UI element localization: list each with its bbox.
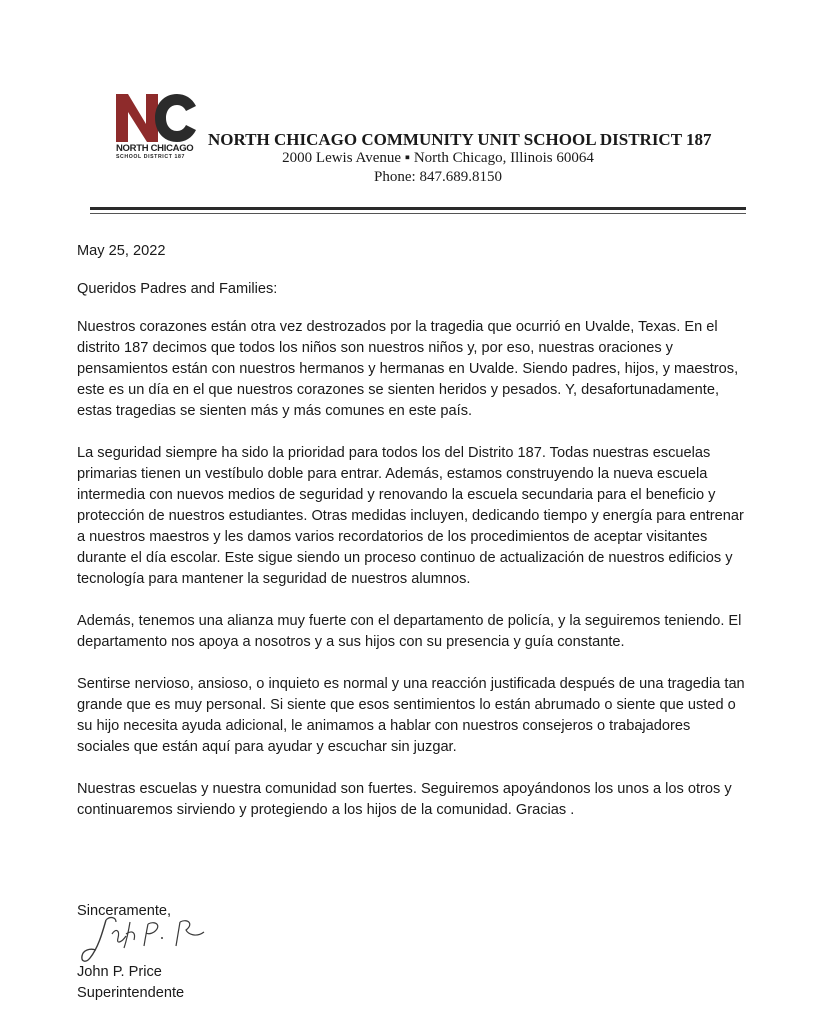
header-divider-thin [90, 213, 746, 214]
signer-title: Superintendente [77, 985, 185, 1001]
district-name: NORTH CHICAGO COMMUNITY UNIT SCHOOL DISTRICT 187 [208, 130, 712, 149]
letter-greeting: Queridos Padres and Families: [77, 281, 278, 297]
signer-name: John P. Price [77, 964, 162, 980]
handwritten-signature [76, 912, 216, 972]
nc-logo-icon [116, 94, 198, 142]
letter-closing: Sinceramente, [77, 903, 172, 919]
header-divider [90, 207, 746, 210]
letter-paragraph: Además, tenemos una alianza muy fuerte con el departamento de policía, y la seguiremos teniendo. El departamento nos apoya a nosotros y a sus hijos con su presencia y guía constante. [77, 613, 742, 650]
letter-paragraph: La seguridad siempre ha sido la prioridad para todos los del Distrito 187. Todas nuestras escuelas primarias tienen un vestíbulo doble para entrar. Además, estamos construyendo la nueva escuela intermedia con nuevos medios de seguridad y renovando la escuela secundaria para el beneficio y protección de nuestros estudiantes. Otras medidas incluyen, dedicando tiempo y energía para entrenar a nuestros maestros y les damos varios recordatorios de los procedimientos de aceptar visitantes durante el día escolar. Este sigue siendo un proceso continuo de actualización de nuestros edificios y tecnología para mantener la seguridad de nuestros alumnos. [77, 445, 744, 587]
district-phone: Phone: 847.689.8150 [374, 169, 502, 185]
district-address: 2000 Lewis Avenue ▪ North Chicago, Illinois 60064 [282, 150, 594, 166]
letter-body [77, 241, 747, 842]
letter-paragraph: Sentirse nervioso, ansioso, o inquieto es normal y una reacción justificada después de una tragedia tan grande que es muy personal. Si siente que esos sentimientos lo están abrumado o siente que usted o su hijo necesita ayuda adicional, le animamos a hablar con nuestros consejeros o trabajadores sociales que están aquí para ayudar y escuchar sin juzgar. [77, 676, 745, 755]
logo-subtitle: SCHOOL DISTRICT 187 [116, 154, 185, 160]
district-logo [116, 94, 198, 164]
letter-paragraph: Nuestras escuelas y nuestra comunidad son fuertes. Seguiremos apoyándonos los unos a los otros y continuaremos sirviendo y protegiendo a los hijos de la comunidad. Gracias . [77, 781, 732, 818]
letter-date: May 25, 2022 [77, 243, 166, 259]
logo-title: NORTH CHICAGO [116, 143, 194, 154]
letter-paragraph: Nuestros corazones están otra vez destrozados por la tragedia que ocurrió en Uvalde, Texas. En el distrito 187 decimos que todos los niños son nuestros niños y, por eso, nuestras oraciones y pensamientos están con nuestros hermanos y hermanas en Uvalde. Siendo padres, hijos, y maestros, este es un día en el que nuestros corazones se sienten heridos y pesados. Y, desafortunadamente, estas tragedias se sienten más y más comunes en este país. [77, 319, 739, 419]
